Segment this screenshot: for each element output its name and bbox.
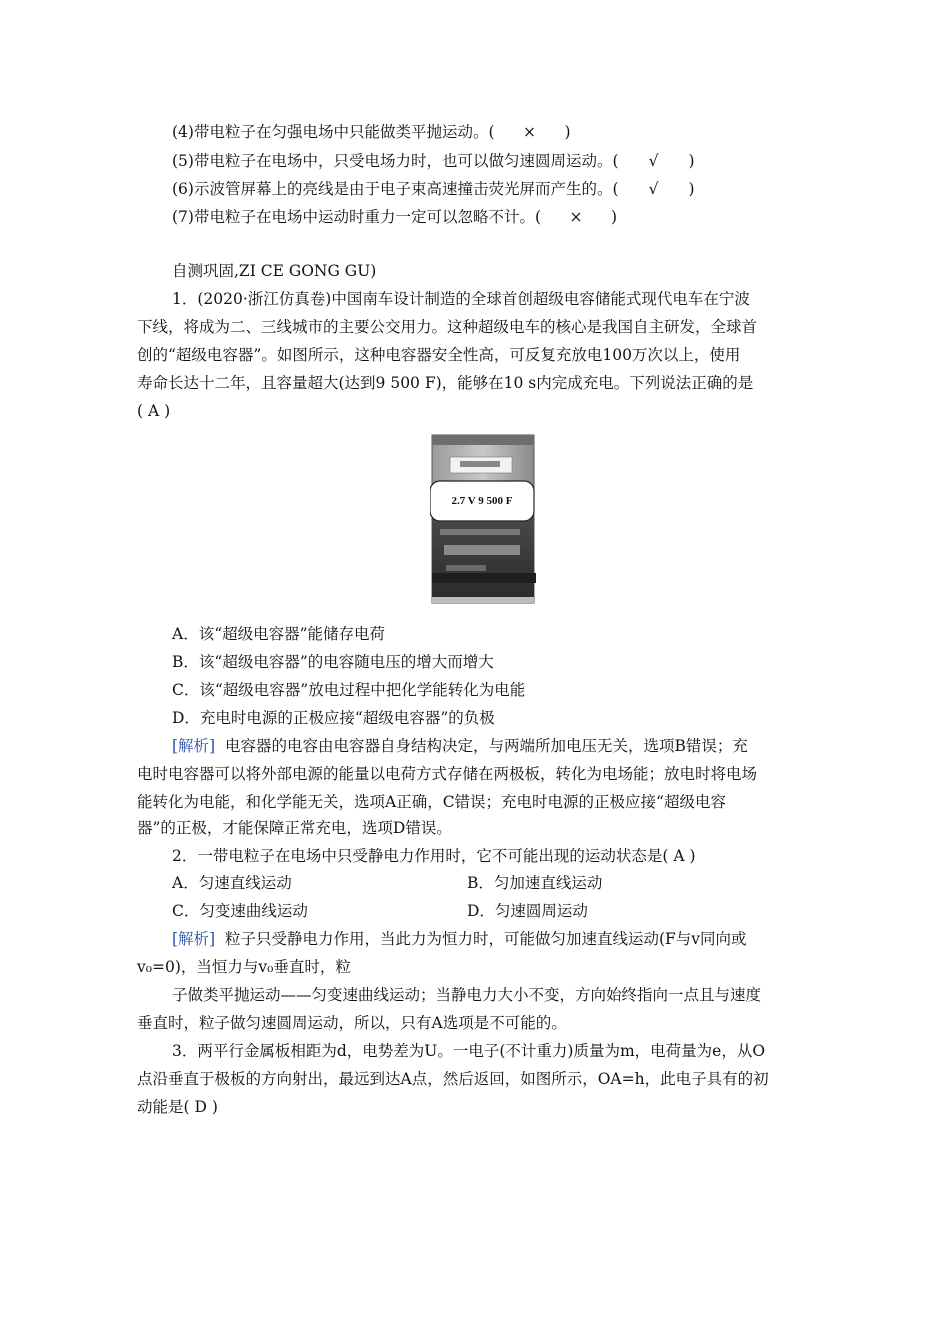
- q1-option-c: C．该“超级电容器”放电过程中把化学能转化为电能: [172, 681, 526, 699]
- judgment-4: [172, 122, 571, 142]
- q1-line: 下线，将成为二、三线城市的主要公交用力。这种超级电车的核心是我国自主研发，全球首: [137, 318, 758, 336]
- q1-line: 1．(2020·浙江仿真卷)中国南车设计制造的全球首创超级电容储能式现代电车在宁波: [172, 290, 750, 308]
- analysis-text: 电容器的电容由电容器自身结构决定，与两端所加电压无关，选项B错误；充: [224, 737, 748, 755]
- q1-analysis-line: 能转化为电能，和化学能无关，选项A正确，C错误；充电时电源的正极应接“超级电容: [137, 793, 726, 811]
- judgment-text: (5)带电粒子在电场中，只受电场力时，也可以做匀速圆周运动。(: [172, 152, 619, 170]
- q1-analysis-first: [172, 736, 748, 756]
- q1-analysis-line: 电时电容器可以将外部电源的能量以电荷方式存储在两极板，转化为电场能；放电时将电场: [137, 765, 758, 783]
- q3-line: 3．两平行金属板相距为d，电势差为U。一电子(不计重力)质量为m，电荷量为e，从O: [172, 1042, 766, 1060]
- q3-answer: 动能是( D ): [137, 1098, 218, 1116]
- q2-option-a: A．匀速直线运动: [172, 874, 292, 892]
- analysis-text: 粒子只受静电力作用，当此力为恒力时，可能做匀加速直线运动(F与v同向或: [224, 930, 747, 948]
- wrong-mark: ×: [569, 208, 583, 226]
- judgment-5: [172, 151, 695, 171]
- judgment-close: ): [688, 180, 695, 198]
- judgment-7: [172, 207, 617, 227]
- q2-analysis-line: v₀=0)，当恒力与v₀垂直时，粒: [137, 958, 351, 976]
- judgment-close: ): [611, 208, 618, 226]
- judgment-text: (4)带电粒子在匀强电场中只能做类平抛运动。(: [172, 123, 495, 141]
- judgment-6: [172, 179, 695, 199]
- analysis-tag: [解析]: [172, 930, 216, 948]
- judgment-text: (7)带电粒子在电场中运动时重力一定可以忽略不计。(: [172, 208, 542, 226]
- q1-answer: ( A ): [137, 402, 171, 420]
- q2-analysis-first: [172, 929, 747, 949]
- supercapacitor-photo: [430, 433, 536, 605]
- capacitor-rating-label: 2.7 V 9 500 F: [451, 495, 513, 507]
- section-title: 自测巩固,ZI CE GONG GU): [172, 262, 377, 280]
- judgment-text: (6)示波管屏幕上的亮线是由于电子束高速撞击荧光屏而产生的。(: [172, 180, 619, 198]
- judgment-close: ): [688, 152, 695, 170]
- q1-option-d: D．充电时电源的正极应接“超级电容器”的负极: [172, 709, 495, 727]
- judgment-close: ): [564, 123, 571, 141]
- q1-analysis-line: 器”的正极，才能保障正常充电，选项D错误。: [137, 819, 452, 837]
- q1-option-b: B．该“超级电容器”的电容随电压的增大而增大: [172, 653, 494, 671]
- q2-analysis-line: 垂直时，粒子做匀速圆周运动，所以，只有A选项是不可能的。: [137, 1014, 567, 1032]
- q2-option-d: D．匀速圆周运动: [467, 902, 588, 920]
- wrong-mark: ×: [523, 123, 537, 141]
- q2-option-b: B．匀加速直线运动: [467, 874, 603, 892]
- q1-line: 创的“超级电容器”。如图所示，这种电容器安全性高，可反复充放电100万次以上，使用: [137, 346, 741, 364]
- q2-stem: 2．一带电粒子在电场中只受静电力作用时，它不可能出现的运动状态是( A ): [172, 847, 696, 865]
- q1-option-a: A．该“超级电容器”能储存电荷: [172, 625, 386, 643]
- q3-line: 点沿垂直于极板的方向射出，最远到达A点，然后返回，如图所示，OA=h，此电子具有的初: [137, 1070, 769, 1088]
- correct-mark: √: [648, 152, 659, 170]
- correct-mark: √: [648, 180, 659, 198]
- q1-line: 寿命长达十二年，且容量超大(达到9 500 F)，能够在10 s内完成充电。下列说法正确的是: [137, 374, 754, 392]
- analysis-tag: [解析]: [172, 737, 216, 755]
- q2-option-c: C．匀变速曲线运动: [172, 902, 308, 920]
- q2-analysis-line: 子做类平抛运动——匀变速曲线运动；当静电力大小不变，方向始终指向一点且与速度: [172, 986, 762, 1004]
